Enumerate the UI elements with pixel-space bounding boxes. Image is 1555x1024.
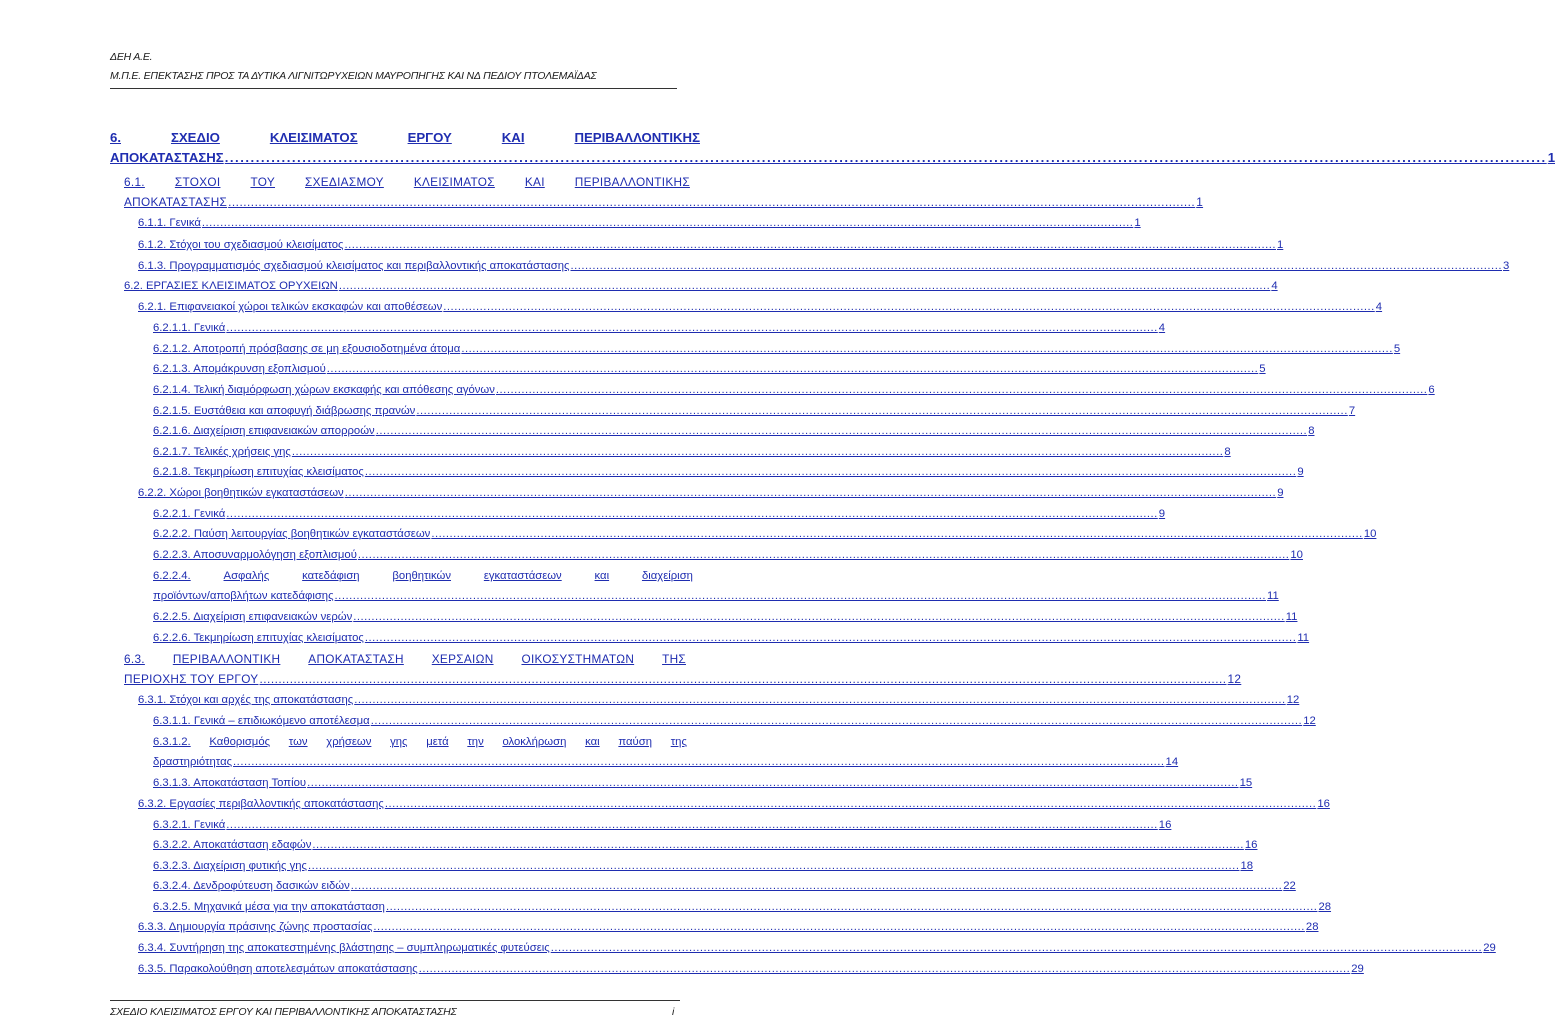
toc-entry-6-2-1-3[interactable] — [153, 359, 1266, 379]
toc-leader-dots — [233, 752, 1165, 772]
toc-word: Καθορισμός — [209, 736, 271, 748]
toc-page-number: 11 — [1285, 611, 1298, 623]
toc-page-number: 8 — [1308, 425, 1315, 437]
toc-leader-dots — [345, 483, 1277, 503]
toc-leader-dots — [307, 773, 1239, 793]
toc-word: ΣΧΕΔΙΑΣΜΟΥ — [305, 175, 384, 189]
toc-entry-text: 6.3.3. Δημιουργία πράσινης ζώνης προστασίας — [138, 921, 373, 933]
toc-entry-6-3-5[interactable] — [138, 959, 1364, 979]
toc-page-number: 12 — [1303, 715, 1316, 727]
toc-entry-text: 6.3.2.4. Δενδροφύτευση δασικών ειδών — [153, 880, 350, 892]
toc-entry-text: 6.2.1.3. Απομάκρυνση εξοπλισμού — [153, 363, 326, 375]
toc-leader-dots — [365, 462, 1297, 482]
toc-word: ΚΛΕΙΣΙΜΑΤΟΣ — [269, 130, 358, 145]
toc-word: ΣΧΕΔΙΟ — [170, 130, 220, 145]
toc-leader-dots — [365, 628, 1297, 648]
toc-leader-dots — [327, 359, 1259, 379]
toc-word: 6.3. — [124, 652, 145, 666]
toc-entry-text: 6.2.2. Χώροι βοηθητικών εγκαταστάσεων — [138, 487, 344, 499]
toc-leader-dots — [335, 586, 1267, 606]
toc-leader-dots — [431, 524, 1363, 544]
toc-entry-6-1-line1 — [124, 172, 690, 192]
toc-entry-text: 6.2.1.4. Τελική διαμόρφωση χώρων εκσκαφής και απόθεσης αγόνων — [153, 384, 495, 396]
toc-entry-6-1-line2 — [124, 192, 1204, 212]
toc-page-number: 1 — [1547, 150, 1555, 165]
toc-page-number: 29 — [1351, 963, 1364, 975]
toc-entry-6-2-2-4-line1 — [153, 566, 693, 586]
toc-page-number: 4 — [1271, 280, 1278, 292]
footer-title: ΣΧΕΔΙΟ ΚΛΕΙΣΙΜΑΤΟΣ ΕΡΓΟΥ ΚΑΙ ΠΕΡΙΒΑΛΛΟΝΤΙΚΗΣ ΑΠΟΚΑΤΑΣΤΑΣΗΣ — [110, 1006, 457, 1018]
toc-entry-text: 6.2.1.8. Τεκμηρίωση επιτυχίας κλεισίματος — [153, 466, 364, 478]
toc-leader-dots — [228, 192, 1195, 212]
toc-word: ΣΤΟΧΟΙ — [174, 175, 221, 189]
toc-entry-text: 6.1.2. Στόχοι του σχεδιασμού κλεισίματος — [138, 239, 344, 251]
toc-entry-text: 6.3.5. Παρακολούθηση αποτελεσμάτων αποκατάστασης — [138, 963, 418, 975]
toc-entry-6[interactable] — [110, 128, 1555, 168]
toc-entry-6-3-1-2[interactable] — [153, 732, 1179, 772]
toc-leader-dots — [351, 876, 1283, 896]
toc-leader-dots — [461, 339, 1393, 359]
toc-word: ΚΑΙ — [501, 130, 525, 145]
toc-page-number: 1 — [1196, 195, 1204, 209]
toc-entry-6-line2 — [110, 148, 1555, 168]
toc-word: 6.2.2.4. — [153, 570, 191, 582]
toc-entry-6-3-4[interactable] — [138, 938, 1496, 958]
toc-entry-6-3-2[interactable] — [138, 794, 1330, 814]
toc-entry-6-3-2-5[interactable] — [153, 897, 1332, 917]
toc-word: την — [467, 736, 484, 748]
toc-entry-text: 6.2.2.5. Διαχείριση επιφανειακών νερών — [153, 611, 353, 623]
toc-word: μετά — [426, 736, 449, 748]
toc-page-number: 8 — [1224, 446, 1231, 458]
toc-page-number: 1 — [1134, 217, 1141, 229]
toc-word: και — [585, 736, 600, 748]
toc-leader-dots — [226, 815, 1158, 835]
toc-entry-6-3-2-4[interactable] — [153, 876, 1296, 896]
toc-entry-6-3[interactable] — [124, 649, 1242, 689]
toc-word: 6.3.1.2. — [153, 736, 191, 748]
toc-entry-6-3-1[interactable] — [138, 690, 1300, 710]
toc-word: ΠΕΡΙΒΑΛΛΟΝΤΙΚΗΣ — [574, 175, 690, 189]
toc-entry-6-3-3[interactable] — [138, 917, 1319, 937]
toc-entry-text: ΑΠΟΚΑΤΑΣΤΑΣΗΣ — [124, 195, 228, 209]
toc-leader-dots — [226, 504, 1158, 524]
toc-entry-text: 6.2.1.6. Διαχείριση επιφανειακών απορροών — [153, 425, 375, 437]
toc-entry-text: δραστηριότητας — [153, 756, 233, 768]
toc-word: 6.1. — [124, 175, 145, 189]
toc-page-number: 4 — [1375, 301, 1383, 313]
toc-entry-6-2-1-2[interactable] — [153, 339, 1401, 359]
toc-entry-6-3-2-2[interactable] — [153, 835, 1258, 855]
toc-entry-text: 6.2.1.7. Τελικές χρήσεις γης — [153, 446, 291, 458]
toc-leader-dots — [376, 421, 1308, 441]
toc-entry-6-1-3[interactable] — [138, 256, 1510, 276]
toc-entry-text: 6.3.2.1. Γενικά — [153, 819, 226, 831]
toc-page-number: 16 — [1317, 798, 1330, 810]
toc-page-number: 1 — [1277, 239, 1284, 251]
toc-entry-text: ΠΕΡΙΟΧΗΣ ΤΟΥ ΕΡΓΟΥ — [124, 672, 259, 686]
toc-page-number: 28 — [1305, 921, 1319, 933]
toc-leader-dots — [496, 380, 1428, 400]
toc-leader-dots — [259, 669, 1226, 689]
toc-word: των — [288, 736, 308, 748]
toc-entry-text: 6.3.1. Στόχοι και αρχές της αποκατάστασης — [138, 694, 354, 706]
toc-page-number: 6 — [1428, 384, 1435, 396]
toc-page-number: 16 — [1244, 839, 1258, 851]
toc-word: παύση — [618, 736, 652, 748]
toc-word: ΤΟΥ — [250, 175, 276, 189]
toc-entry-6-2-1-4[interactable] — [153, 380, 1435, 400]
header-divider — [110, 88, 677, 89]
toc-leader-dots — [202, 213, 1134, 233]
toc-page-number: 4 — [1158, 322, 1166, 334]
toc-entry-6-3-2-3[interactable] — [153, 856, 1254, 876]
toc-page-number: 16 — [1158, 819, 1172, 831]
toc-entry-text: 6.3.1.3. Αποκατάσταση Τοπίου — [153, 777, 307, 789]
header-organization: ΔΕΗ Α.Ε. — [110, 51, 153, 63]
toc-page-number: 7 — [1348, 405, 1356, 417]
toc-page-number: 10 — [1290, 549, 1303, 561]
toc-word: γης — [390, 736, 408, 748]
toc-entry-6-3-1-3[interactable] — [153, 773, 1253, 793]
toc-word: ΧΕΡΣΑΙΩΝ — [431, 652, 494, 666]
toc-word: και — [594, 570, 610, 582]
toc-page-number: 15 — [1239, 777, 1253, 789]
toc-entry-6-3-1-2-line2 — [153, 752, 1179, 772]
toc-entry-6-2-1-7[interactable] — [153, 442, 1231, 462]
toc-entry-text: 6.2.1.2. Αποτροπή πρόσβασης σε μη εξουσιοδοτημένα άτομα — [153, 343, 461, 355]
toc-entry-text: 6.3.2.3. Διαχείριση φυτικής γης — [153, 860, 307, 872]
toc-word: ΕΡΓΟΥ — [407, 130, 452, 145]
toc-leader-dots — [308, 856, 1240, 876]
toc-word: χρήσεων — [326, 736, 372, 748]
toc-entry-6-3-1-2-line1 — [153, 732, 687, 752]
toc-leader-dots — [386, 897, 1318, 917]
toc-word: ΠΕΡΙΒΑΛΛΟΝΤΙΚΗΣ — [574, 130, 700, 145]
toc-page-number: 18 — [1240, 860, 1254, 872]
toc-entry-6-2-2-2[interactable] — [153, 524, 1377, 544]
toc-entry-text: 6.3.2.2. Αποκατάσταση εδαφών — [153, 839, 312, 851]
toc-leader-dots — [339, 276, 1271, 296]
toc-word: ΑΠΟΚΑΤΑΣΤΑΣΗ — [308, 652, 404, 666]
toc-entry-text: 6.3.2.5. Μηχανικά μέσα για την αποκατάσταση — [153, 901, 385, 913]
toc-leader-dots — [570, 256, 1502, 276]
toc-entry-text: 6.2.2.2. Παύση λειτουργίας βοηθητικών εγκαταστάσεων — [153, 528, 431, 540]
toc-page-number: 9 — [1277, 487, 1284, 499]
toc-page-number: 29 — [1483, 942, 1496, 954]
toc-entry-6-1-2[interactable] — [138, 235, 1284, 255]
toc-word: ΠΕΡΙΒΑΛΛΟΝΤΙΚΗ — [172, 652, 281, 666]
toc-entry-6-2-2-6[interactable] — [153, 628, 1310, 648]
toc-page-number: 9 — [1297, 466, 1304, 478]
toc-word: ΟΙΚΟΣΥΣΤΗΜΑΤΩΝ — [521, 652, 635, 666]
toc-entry-text: 6.3.2. Εργασίες περιβαλλοντικής αποκατάστασης — [138, 798, 384, 810]
toc-entry-text: 6.2.1. Επιφανειακοί χώροι τελικών εκσκαφών και αποθέσεων — [138, 301, 443, 313]
toc-page-number: 9 — [1158, 508, 1166, 520]
toc-leader-dots — [345, 235, 1277, 255]
toc-entry-6-line1 — [110, 128, 700, 148]
toc-entry-6-3-1-1[interactable] — [153, 711, 1316, 731]
toc-entry-6-2-1-1[interactable] — [153, 318, 1166, 338]
toc-leader-dots — [292, 442, 1224, 462]
toc-entry-6-2-2-3[interactable] — [153, 545, 1303, 565]
toc-word: βοηθητικών — [392, 570, 452, 582]
toc-entry-6-2-1[interactable] — [138, 297, 1383, 317]
toc-entry-6-2-2-5[interactable] — [153, 607, 1298, 627]
toc-entry-6-2-2-4-line2 — [153, 586, 1279, 606]
toc-leader-dots — [416, 401, 1348, 421]
toc-word: 6. — [110, 130, 121, 145]
toc-leader-dots — [312, 835, 1244, 855]
toc-leader-dots — [373, 917, 1305, 937]
toc-entry-text: 6.1.1. Γενικά — [138, 217, 201, 229]
toc-page-number: 11 — [1297, 632, 1310, 644]
toc-entry-text: 6.2.2.3. Αποσυναρμολόγηση εξοπλισμού — [153, 549, 357, 561]
toc-word: κατεδάφιση — [302, 570, 360, 582]
toc-word: Ασφαλής — [223, 570, 270, 582]
toc-entry-6-3-2-1[interactable] — [153, 815, 1172, 835]
toc-page-number: 12 — [1286, 694, 1300, 706]
toc-leader-dots — [385, 794, 1317, 814]
toc-entry-6-2[interactable] — [124, 276, 1278, 296]
toc-page-number: 10 — [1363, 528, 1377, 540]
toc-leader-dots — [358, 545, 1290, 565]
toc-page-number: 3 — [1502, 260, 1510, 272]
toc-entry-6-2-2-1[interactable] — [153, 504, 1166, 524]
toc-entry-text: προϊόντων/αποβλήτων κατεδάφισης — [153, 590, 334, 602]
toc-entry-text: 6.2.1.5. Ευστάθεια και αποφυγή διάβρωσης πρανών — [153, 405, 416, 417]
toc-page-number: 5 — [1393, 343, 1401, 355]
toc-page-number: 12 — [1227, 672, 1242, 686]
toc-leader-dots — [225, 148, 1547, 168]
toc-entry-text: 6.3.1.1. Γενικά – επιδιωκόμενο αποτέλεσμα — [153, 715, 370, 727]
toc-entry-text: 6.2.2.6. Τεκμηρίωση επιτυχίας κλεισίματος — [153, 632, 364, 644]
toc-entry-text: 6.2.1.1. Γενικά — [153, 322, 226, 334]
toc-leader-dots — [551, 938, 1483, 958]
footer-page-number: i — [672, 1006, 675, 1018]
toc-leader-dots — [226, 318, 1158, 338]
toc-word: ΚΑΙ — [524, 175, 545, 189]
toc-word: ολοκλήρωση — [502, 736, 567, 748]
toc-page-number: 28 — [1318, 901, 1332, 913]
toc-leader-dots — [419, 959, 1351, 979]
toc-entry-6-2-1-8[interactable] — [153, 462, 1304, 482]
toc-page-number: 22 — [1283, 880, 1296, 892]
toc-entry-6-1[interactable] — [124, 172, 1204, 212]
toc-entry-6-3-line1 — [124, 649, 686, 669]
toc-word: ΤΗΣ — [662, 652, 686, 666]
toc-entry-6-2-2[interactable] — [138, 483, 1284, 503]
toc-entry-text: 6.3.4. Συντήρηση της αποκατεστημένης βλάστησης – συμπληρωματικές φυτεύσεις — [138, 942, 550, 954]
toc-entry-text: 6.2.2.1. Γενικά — [153, 508, 226, 520]
toc-entry-text: 6.1.3. Προγραμματισμός σχεδιασμού κλεισίματος και περιβαλλοντικής αποκατάστασης — [138, 260, 570, 272]
toc-word: της — [670, 736, 687, 748]
header-study-title: Μ.Π.Ε. ΕΠΕΚΤΑΣΗΣ ΠΡΟΣ ΤΑ ΔΥΤΙΚΑ ΛΙΓΝΙΤΩΡΥΧΕΙΩΝ ΜΑΥΡΟΠΗΓΗΣ ΚΑΙ ΝΔ ΠΕΔΙΟΥ ΠΤΟΛΕΜΑΪΔΑΣ — [110, 70, 597, 82]
toc-entry-text: 6.2. ΕΡΓΑΣΙΕΣ ΚΛΕΙΣΙΜΑΤΟΣ ΟΡΥΧΕΙΩΝ — [124, 280, 338, 292]
toc-entry-6-2-2-4[interactable] — [153, 566, 1279, 606]
toc-word: διαχείριση — [641, 570, 693, 582]
toc-leader-dots — [371, 711, 1303, 731]
footer-divider — [110, 1000, 680, 1001]
toc-entry-text: ΑΠΟΚΑΤΑΣΤΑΣΗΣ — [110, 150, 224, 165]
toc-entry-6-1-1[interactable] — [138, 213, 1141, 233]
toc-leader-dots — [354, 690, 1286, 710]
toc-entry-6-2-1-5[interactable] — [153, 401, 1356, 421]
toc-page-number: 5 — [1259, 363, 1266, 375]
toc-entry-6-3-line2 — [124, 669, 1242, 689]
toc-page-number: 11 — [1267, 590, 1279, 602]
toc-leader-dots — [353, 607, 1285, 627]
toc-word: εγκαταστάσεων — [483, 570, 562, 582]
toc-page-number: 14 — [1165, 756, 1179, 768]
toc-leader-dots — [443, 297, 1375, 317]
toc-word: ΚΛΕΙΣΙΜΑΤΟΣ — [413, 175, 495, 189]
toc-entry-6-2-1-6[interactable] — [153, 421, 1315, 441]
